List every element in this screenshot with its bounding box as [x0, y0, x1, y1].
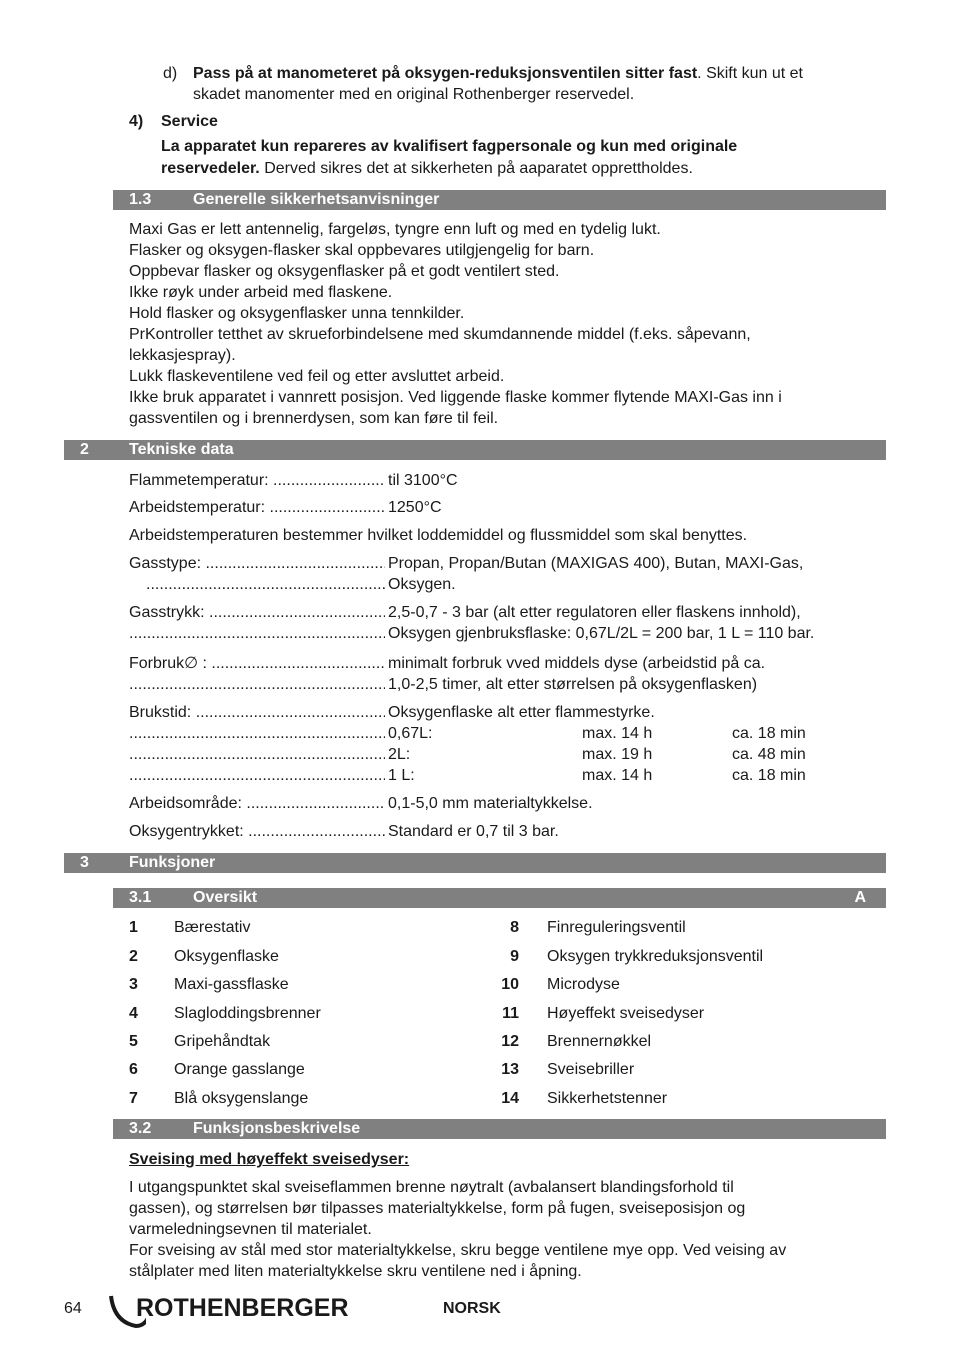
section-title: Tekniske data	[129, 441, 234, 458]
spec-value: Propan, Propan/Butan (MAXIGAS 400), Butan, MAXI-Gas,	[388, 555, 804, 572]
paragraph-line: stålplater med liten materialtykkelse skru ventilene ned i åpning.	[129, 1263, 582, 1280]
part-name: Finreguleringsventil	[547, 919, 686, 936]
paragraph-line: Hold flasker og oksygenflasker unna tennkilder.	[129, 305, 465, 322]
document-page: d) Pass på at manometeret på oksygen-reduksjonsventilen sitter fast. Skift kun ut et skadet manomenter med en original Rothenberger reservedel. 4) Service La apparatet kun repareres av kvalifisert fagpersonale og kun med originale reservedeler. Derved sikres det at sikkerheten på aaparatet opprettholdes. 1.3 Generelle sikkerhetsanvisninger Maxi Gas er lett antennelig, fargeløs, tyngre enn luft og med en tydelig lukt. Flasker og oksygen-flasker skal oppbevares utilgjengelig for barn. Oppbevar flasker og oksygenflasker på et godt ventilert sted. Ikke røyk under arbeid med flaskene. Hold flasker og oksygenflasker unna tennkilder. PrKontroller tetthet av skrueforbindelsene med skumdannende middel (f.eks. såpevann, lekkasjespray). Lukk flaskeventilene ved feil og etter avsluttet arbeid. Ikke bruk apparatet i vannrett posisjon. Ved liggende flaske kommer flytende MAXI-Gas inn i gassventilen og i brennerdysen, som kan føre til feil. 2 Tekniske data Flammetemperatur: ..... til 3100°C Arbeidstemperatur: ..... 1250°C Arbeidstemperaturen bestemmer hvilket loddemiddel og flussmiddel som skal benyttes. Gasstype: ..... Propan, Propan/Butan (MAXIGAS 400), Butan, MAXI-Gas, ..... Oksygen. Gasstrykk: ..... 2,5-0,7 - 3 bar (alt etter regulatoren eller flaskens innhold), ..... Oksygen gjenbruksflaske: 0,67L/2L = 200 bar, 1 L = 110 bar. Forbruk∅ : ..... minimalt forbruk vved middels dyse (arbeidstid på ca. ..... 1,0-2,5 timer, alt etter størrelsen på oksygenflasken) Brukstid: ..... Oksygenflaske alt etter flammestyrke. ..... 0,67L: max. 14 h ca. 18 min ..... 2L: max. 19 h ca. 48 min ..... 1 L: max. 14 h ca. 18 min Arbeidsområde: ..... 0,1-5,0 mm materialtykkelse. Oksygentrykket: ..... Standard er 0,7 til 3 bar. 3 Funksjoner 3.1 Oversikt A 1 Bærestativ 8 Finreguleringsventil 2 Oksygenflaske 9 Oksygen trykkreduksjonsventil 3 Maxi-gassflaske 10 Microdyse 4 Slagloddingsbrenner 11 Høyeffekt sveisedyser 5 Gripehåndtak 12 Brennernøkkel 6 Orange gasslange 13 Sveisebriller 7 Blå oksygenslange 14 Sikkerhetstenner 3.2 Funksjonsbeskrivelse Sveising med høyeffekt sveisedyser: I utgangspunktet skal sveiseflammen brenne nøytralt (avbalansert blandingsforhold til gassen), og størrelsen bør tilpasses materialtykkelse, form på fugen, sveiseposisjon og varmeledningsevnen til materialet. For sveising av stål med stor materialtykkelse, skru begge ventilene mye opp. Ved veising av stålplater med liten materialtykkelse skru ventilene ned i åpning. 64 ROTHENBERGER NORSK	[0, 0, 954, 1352]
spec-label: Brukstid: .....	[129, 703, 385, 723]
paragraph-line: varmeledningsevnen til materialet.	[129, 1221, 372, 1238]
bold-text: Pass på at manometeret på oksygen-reduksjonsventilen sitter fast	[193, 65, 698, 82]
part-name: Sveisebriller	[547, 1061, 635, 1078]
part-number: 3	[129, 976, 138, 993]
spec-note: Arbeidstemperaturen bestemmer hvilket loddemiddel og flussmiddel som skal benyttes.	[129, 527, 748, 544]
paragraph-line: gassventilen og i brennerdysen, som kan føre til feil.	[129, 410, 499, 427]
part-name: Oksygenflaske	[174, 948, 279, 965]
part-number: 14	[501, 1090, 519, 1107]
spec-label: Gasstype: .....	[129, 554, 385, 574]
paragraph-line: PrKontroller tetthet av skrueforbindelsene med skumdannende middel (f.eks. såpevann,	[129, 326, 751, 343]
text: Derved sikres det at sikkerheten på aaparatet opprettholdes.	[259, 160, 693, 177]
spec-leader	[129, 624, 385, 644]
part-name: Slagloddingsbrenner	[174, 1005, 321, 1022]
section-title: Generelle sikkerhetsanvisninger	[193, 191, 440, 208]
spec-label: Flammetemperatur: .....	[129, 471, 385, 491]
bold-text: reservedeler.	[161, 160, 260, 177]
spec-label: Oksygentrykket: .....	[129, 822, 385, 842]
part-number: 9	[510, 948, 519, 965]
spec-leader	[129, 675, 385, 695]
spec-value: 1250°C	[388, 499, 442, 516]
part-number: 10	[501, 976, 519, 993]
part-name: Blå oksygenslange	[174, 1090, 309, 1107]
part-number: 11	[502, 1005, 519, 1022]
part-number: 12	[501, 1033, 519, 1050]
language-label: NORSK	[443, 1300, 501, 1317]
part-number: 7	[129, 1090, 138, 1107]
text: . Skift kun ut et	[697, 65, 803, 82]
paragraph-line: For sveising av stål med stor materialtykkelse, skru begge ventilene mye opp. Ved veising av	[129, 1242, 787, 1259]
spec-label: Gasstrykk: .....	[129, 603, 385, 623]
section-bar-2	[64, 440, 886, 460]
figure-reference: A	[854, 889, 866, 906]
section-bar-3	[64, 853, 886, 873]
spec-value: minimalt forbruk vved middels dyse (arbeidstid på ca.	[388, 655, 766, 672]
section-number: 1.3	[129, 191, 152, 208]
part-number: 1	[129, 919, 138, 936]
spec-leader	[146, 575, 385, 595]
part-number: 6	[129, 1061, 138, 1078]
spec-value: 1,0-2,5 timer, alt etter størrelsen på oksygenflasken)	[388, 676, 758, 693]
list-marker: d)	[163, 65, 178, 82]
spec-label: Arbeidsområde: .....	[129, 794, 385, 814]
section-number: 4)	[129, 113, 144, 130]
spec-value: Oksygen.	[388, 576, 456, 593]
spec-value: 2,5-0,7 - 3 bar (alt etter regulatoren eller flaskens innhold),	[388, 604, 801, 621]
spec-value: 0,1-5,0 mm materialtykkelse.	[388, 795, 593, 812]
section-number: 3.1	[129, 889, 152, 906]
spec-value: Standard er 0,7 til 3 bar.	[388, 823, 559, 840]
page-number: 64	[64, 1300, 82, 1317]
part-number: 8	[510, 919, 519, 936]
section-title: Oversikt	[193, 889, 258, 906]
paragraph-line: Flasker og oksygen-flasker skal oppbevares utilgjengelig for barn.	[129, 242, 595, 259]
paragraph-line	[161, 159, 693, 179]
part-name: Høyeffekt sveisedyser	[547, 1005, 705, 1022]
spec-value: til 3100°C	[388, 472, 458, 489]
paragraph-line: Ikke røyk under arbeid med flaskene.	[129, 284, 393, 301]
part-name: Sikkerhetstenner	[547, 1090, 668, 1107]
paragraph-line: gassen), og størrelsen bør tilpasses materialtykkelse, form på fugen, sveiseposisjon og	[129, 1200, 746, 1217]
part-number: 13	[501, 1061, 519, 1078]
paragraph-line: lekkasjespray).	[129, 347, 236, 364]
section-number: 3	[80, 854, 89, 871]
section-title: Funksjoner	[129, 854, 216, 871]
section-bar-3-2	[113, 1119, 886, 1139]
spec-label: Arbeidstemperatur: .....	[129, 498, 385, 518]
section-title: Funksjonsbeskrivelse	[193, 1120, 361, 1137]
paragraph-line: La apparatet kun repareres av kvalifisert fagpersonale og kun med originale	[161, 138, 738, 155]
spec-value: Oksygenflaske alt etter flammestyrke.	[388, 704, 655, 721]
paragraph-line: skadet manomenter med en original Rothenberger reservedel.	[193, 86, 635, 103]
section-bar-1-3	[113, 190, 886, 210]
section-number: 3.2	[129, 1120, 152, 1137]
logo-text: ROTHENBERGER	[136, 1294, 349, 1322]
spec-value: Oksygen gjenbruksflaske: 0,67L/2L = 200 bar, 1 L = 110 bar.	[388, 625, 815, 642]
part-number: 4	[129, 1005, 138, 1022]
part-name: Brennernøkkel	[547, 1033, 652, 1050]
subheading: Sveising med høyeffekt sveisedyser:	[129, 1151, 410, 1168]
part-name: Orange gasslange	[174, 1061, 305, 1078]
paragraph-line: I utgangspunktet skal sveiseflammen brenne nøytralt (avbalansert blandingsforhold til	[129, 1179, 734, 1196]
paragraph-line	[193, 64, 803, 84]
part-name: Gripehåndtak	[174, 1033, 271, 1050]
part-name: Maxi-gassflaske	[174, 976, 289, 993]
paragraph-line: Maxi Gas er lett antennelig, fargeløs, tyngre enn luft og med en tydelig lukt.	[129, 221, 661, 238]
part-name: Microdyse	[547, 976, 620, 993]
paragraph-line: Ikke bruk apparatet i vannrett posisjon. Ved liggende flaske kommer flytende MAXI-Gas inn i	[129, 389, 782, 406]
spec-label: Forbruk∅ : .....	[129, 654, 385, 674]
part-number: 2	[129, 948, 138, 965]
part-name: Oksygen trykkreduksjonsventil	[547, 948, 764, 965]
part-name: Bærestativ	[174, 919, 251, 936]
paragraph-line: Oppbevar flasker og oksygenflasker på et godt ventilert sted.	[129, 263, 560, 280]
part-number: 5	[129, 1033, 138, 1050]
rothenberger-logo	[106, 1292, 349, 1332]
section-bar-3-1	[113, 888, 886, 908]
section-heading: Service	[161, 113, 218, 130]
paragraph-line: Lukk flaskeventilene ved feil og etter avsluttet arbeid.	[129, 368, 505, 385]
section-number: 2	[80, 441, 89, 458]
